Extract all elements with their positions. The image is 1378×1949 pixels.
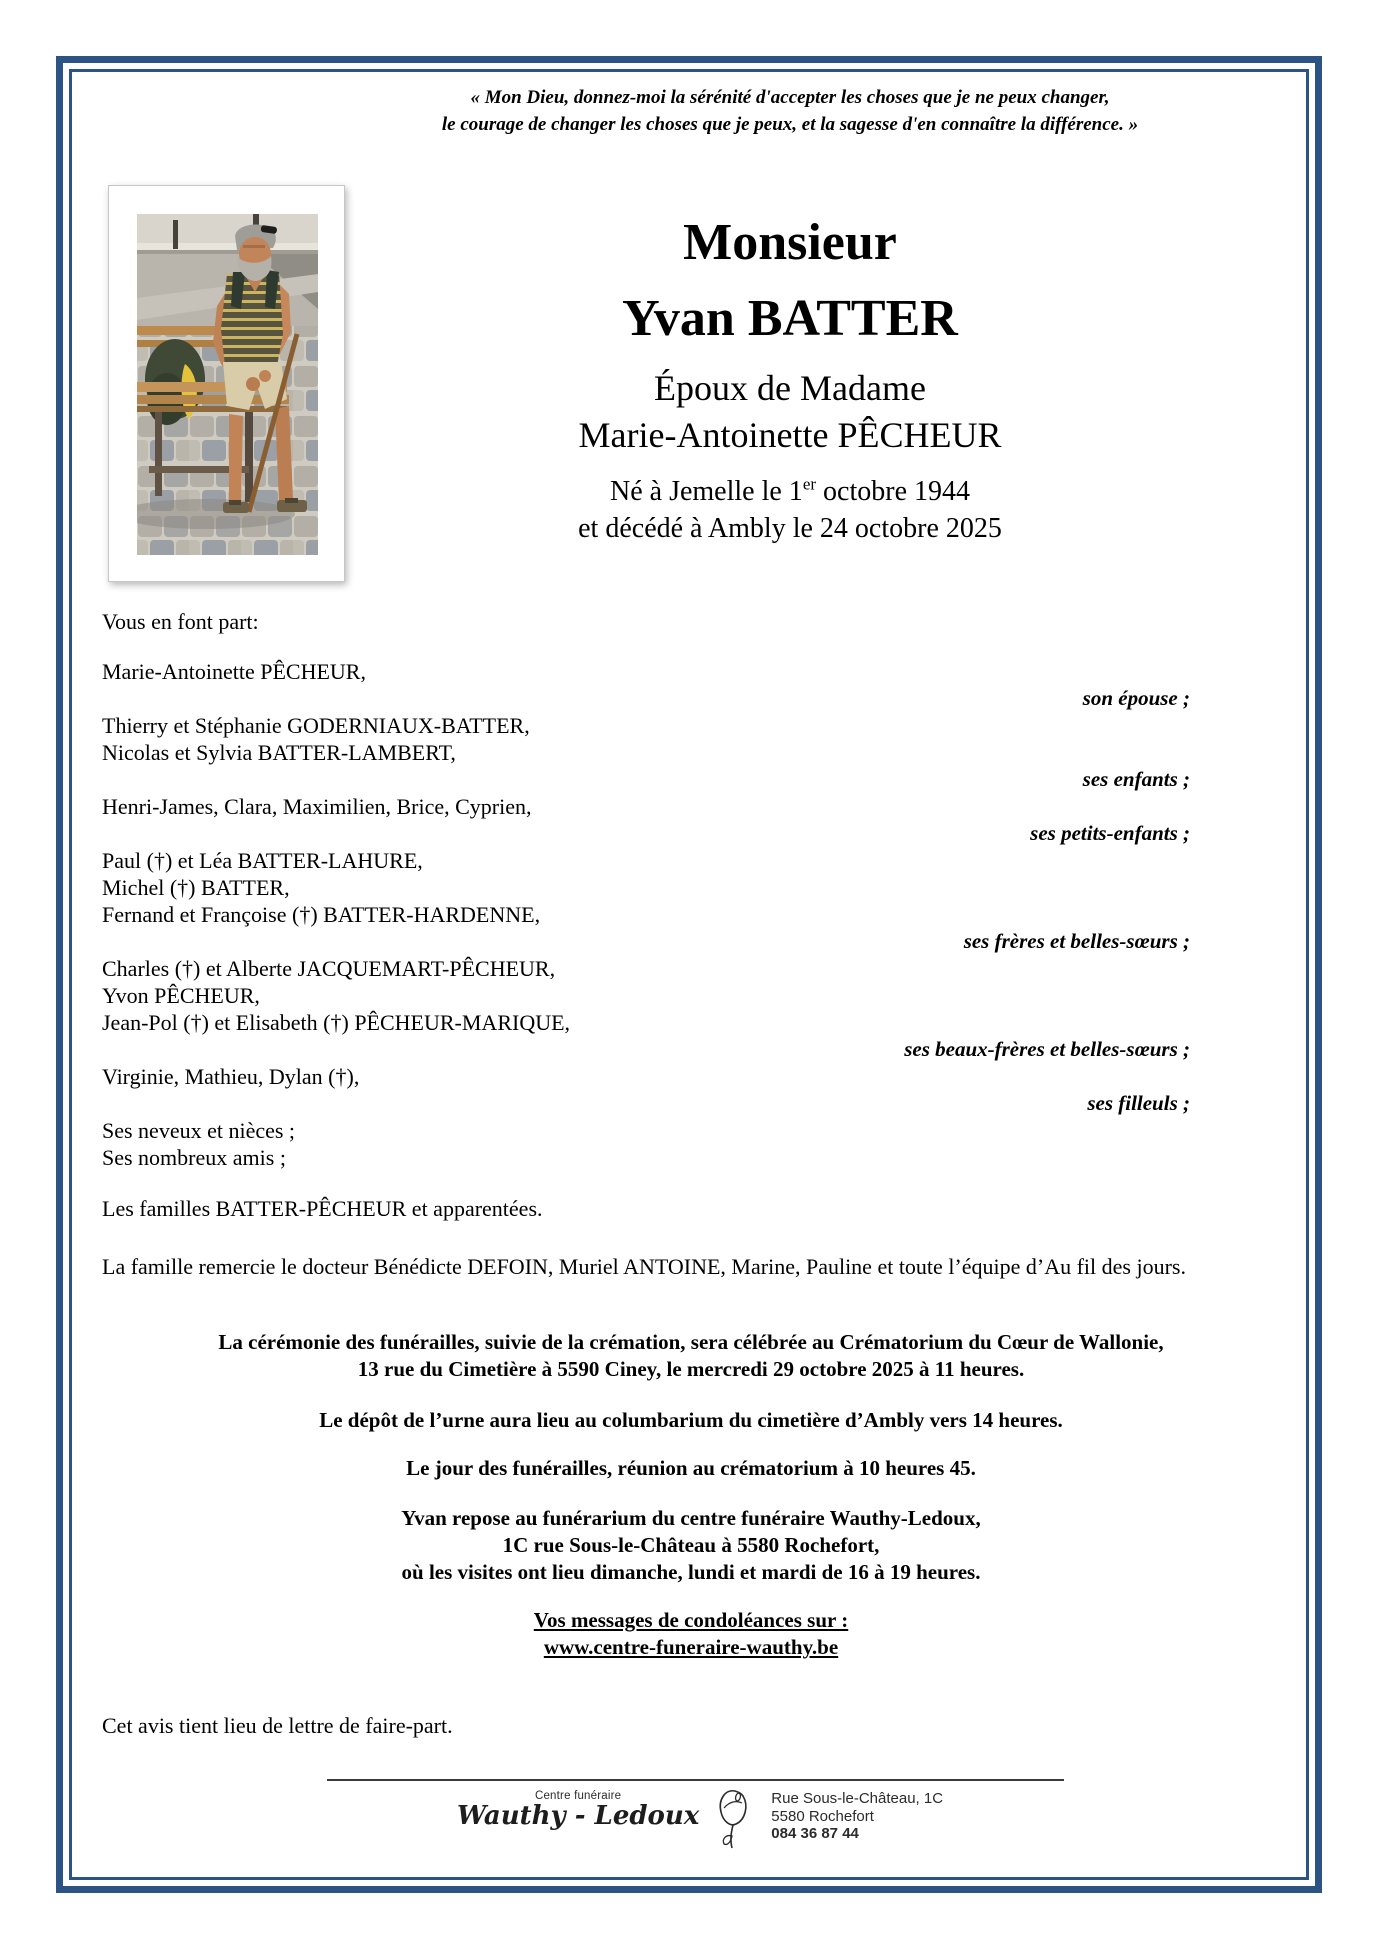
family-name: Yvon PÊCHEUR,: [102, 983, 260, 1008]
funeral-home-address: [771, 1788, 943, 1843]
closing-notice: Cet avis tient lieu de lettre de faire-part.: [102, 1713, 453, 1738]
birth-death-dates: [345, 473, 1235, 547]
family-name: Nicolas et Sylvia BATTER-LAMBERT,: [102, 740, 456, 765]
birth-line: Né à Jemelle le 1er octobre 1944: [610, 474, 970, 507]
family-name: Thierry et Stéphanie GODERNIAUX-BATTER,: [102, 713, 530, 738]
quote-line-2: le courage de changer les choses que je peux, et la sagesse d'en connaître la différence. »: [441, 114, 1139, 135]
funerarium-paragraph: [102, 1505, 1280, 1586]
ceremony-paragraph: [102, 1329, 1280, 1383]
relation-label: ses filleuls ;: [1087, 1091, 1190, 1115]
other-mourners: Ses nombreux amis ;: [102, 1145, 286, 1170]
ceremony-line-2: 13 rue du Cimetière à 5590 Ciney, le mercredi 29 octobre 2025 à 11 heures.: [357, 1357, 1025, 1381]
relation-label: ses enfants ;: [1082, 767, 1190, 791]
spouse-subtitle: [345, 365, 1235, 459]
ceremony-details: [102, 1329, 1280, 1661]
family-name: Charles (†) et Alberte JACQUEMART-PÊCHEUR,: [102, 956, 556, 981]
serenity-prayer-quote: [250, 84, 1330, 138]
address-line-1: Rue Sous-le-Château, 1C: [771, 1790, 944, 1807]
family-name: Virginie, Mathieu, Dylan (†),: [102, 1064, 360, 1089]
condolences-block: [102, 1607, 1280, 1661]
death-line: et décédé à Ambly le 24 octobre 2025: [578, 513, 1002, 544]
relation-label: ses frères et belles-sœurs ;: [963, 929, 1190, 953]
condolences-label: Vos messages de condoléances sur :: [533, 1608, 849, 1632]
condolences-website-link[interactable]: www.centre-funeraire-wauthy.be: [543, 1635, 839, 1659]
relation-label: ses petits-enfants ;: [1030, 821, 1190, 845]
other-mourners: Ses neveux et nièces ;: [102, 1118, 296, 1143]
funerarium-line-2: 1C rue Sous-le-Château à 5580 Rochefort,: [502, 1533, 880, 1557]
announcement-intro: Vous en font part:: [102, 609, 259, 634]
funeral-home-brand: [457, 1788, 699, 1830]
ceremony-line-1: La cérémonie des funérailles, suivie de la crémation, sera célébrée au Crématorium du Cœur de Wallonie,: [218, 1330, 1164, 1354]
address-line-2: 5580 Rochefort: [771, 1807, 874, 1825]
subtitle-line-1: Époux de Madame: [654, 368, 926, 408]
funeral-home-footer: [330, 1788, 1070, 1855]
meeting-paragraph: Le jour des funérailles, réunion au crématorium à 10 heures 45.: [406, 1456, 976, 1480]
portrait-photo: [108, 185, 345, 582]
relation-label: ses beaux-frères et belles-sœurs ;: [904, 1037, 1190, 1061]
family-name: Henri-James, Clara, Maximilien, Brice, Cyprien,: [102, 794, 532, 819]
family-name: Jean-Pol (†) et Elisabeth (†) PÊCHEUR-MARIQUE,: [102, 1010, 571, 1035]
family-name: Michel (†) BATTER,: [102, 875, 290, 900]
relation-label: son épouse ;: [1082, 686, 1190, 710]
deceased-heading: [345, 205, 1235, 547]
funerarium-line-3: où les visites ont lieu dimanche, lundi et mardi de 16 à 19 heures.: [401, 1560, 981, 1584]
footer-divider: [327, 1779, 1064, 1781]
quote-line-1: « Mon Dieu, donnez-moi la sérénité d'accepter les choses que je ne peux changer,: [470, 87, 1110, 108]
urn-paragraph: Le dépôt de l’urne aura lieu au columbarium du cimetière d’Ambly vers 14 heures.: [319, 1408, 1063, 1432]
family-name: Paul (†) et Léa BATTER-LAHURE,: [102, 848, 423, 873]
ordinal-superscript: er: [802, 474, 817, 494]
phone-number: 084 36 87 44: [771, 1825, 859, 1842]
thanks-line: La famille remercie le docteur Bénédicte DEFOIN, Muriel ANTOINE, Marine, Pauline et toute l’équipe d’Au fil des jours.: [102, 1254, 1186, 1279]
family-announcement: [102, 608, 1266, 1280]
brand-tagline: Centre funéraire: [534, 1790, 622, 1802]
portrait-photo-illustration: [137, 214, 318, 555]
calla-lily-icon: [715, 1788, 755, 1855]
title-monsieur: Monsieur: [683, 214, 897, 271]
brand-name: Wauthy - Ledoux: [456, 1801, 700, 1831]
family-name: Fernand et Françoise (†) BATTER-HARDENNE,: [102, 902, 541, 927]
deceased-name: Yvan BATTER: [622, 290, 958, 347]
spouse-name: Marie-Antoinette PÊCHEUR: [578, 415, 1002, 455]
families-line: Les familles BATTER-PÊCHEUR et apparentées.: [102, 1196, 543, 1221]
funerarium-line-1: Yvan repose au funérarium du centre funéraire Wauthy-Ledoux,: [401, 1506, 981, 1530]
family-name: Marie-Antoinette PÊCHEUR,: [102, 659, 366, 684]
